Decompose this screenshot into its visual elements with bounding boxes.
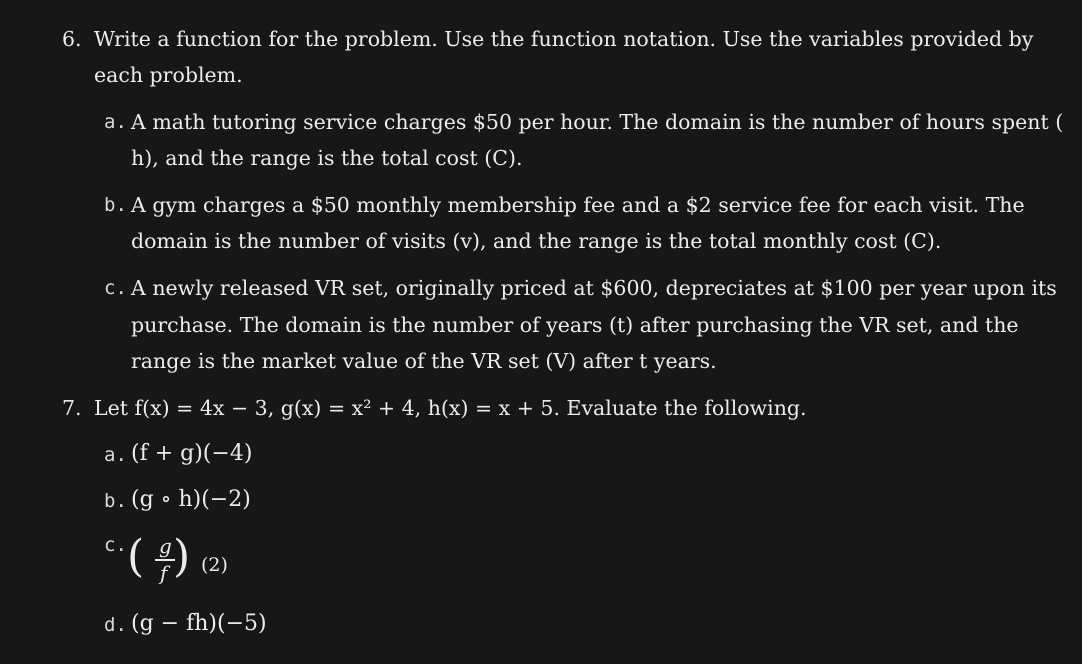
left-paren: ( xyxy=(127,531,145,582)
q7-item-b-expression: (g ∘ h)(−2) xyxy=(131,487,251,512)
q6-item-b-letter: b. xyxy=(104,194,127,216)
fraction-denominator: f xyxy=(160,561,168,585)
q7-item-c-argument: (2) xyxy=(201,554,228,576)
fraction-numerator: g xyxy=(159,534,172,558)
q6-item-a-letter: a. xyxy=(104,111,127,133)
q6-item-c-line1: A newly released VR set, originally priced at $600, depreciates at $100 per year upon its xyxy=(131,276,1057,300)
question-7-number: 7. xyxy=(62,396,82,420)
question-7-prompt: Let f(x) = 4x − 3, g(x) = x² + 4, h(x) = x + 5. Evaluate the following. xyxy=(94,396,807,420)
right-paren: ) xyxy=(173,531,191,582)
q6-item-b-line2: domain is the number of visits (v), and the range is the total monthly cost (C). xyxy=(131,229,942,253)
q7-item-a-expression: (f + g)(−4) xyxy=(131,441,253,466)
q7-item-b-letter: b. xyxy=(104,490,127,512)
q6-item-a-line2: h), and the range is the total cost (C). xyxy=(131,146,523,170)
q7-item-a-letter: a. xyxy=(104,444,127,466)
q6-item-c-line3: range is the market value of the VR set (V) after t years. xyxy=(131,349,717,373)
q7-item-c-fraction xyxy=(127,528,191,590)
q6-item-c-letter: c. xyxy=(104,277,127,299)
q6-item-a-line1: A math tutoring service charges $50 per hour. The domain is the number of hours spent ( xyxy=(131,110,1064,134)
q6-item-c-line2: purchase. The domain is the number of years (t) after purchasing the VR set, and the xyxy=(131,313,1019,337)
q6-item-b-line1: A gym charges a $50 monthly membership fee and a $2 service fee for each visit. The xyxy=(131,193,1025,217)
question-6-prompt-line2: each problem. xyxy=(94,63,243,87)
question-6-number: 6. xyxy=(62,27,82,51)
q7-item-d-letter: d. xyxy=(104,614,127,636)
q7-item-c-letter: c. xyxy=(104,534,127,556)
q7-item-d-expression: (g − fh)(−5) xyxy=(131,611,267,636)
question-6-prompt-line1: Write a function for the problem. Use the function notation. Use the variables provided by xyxy=(94,27,1034,51)
